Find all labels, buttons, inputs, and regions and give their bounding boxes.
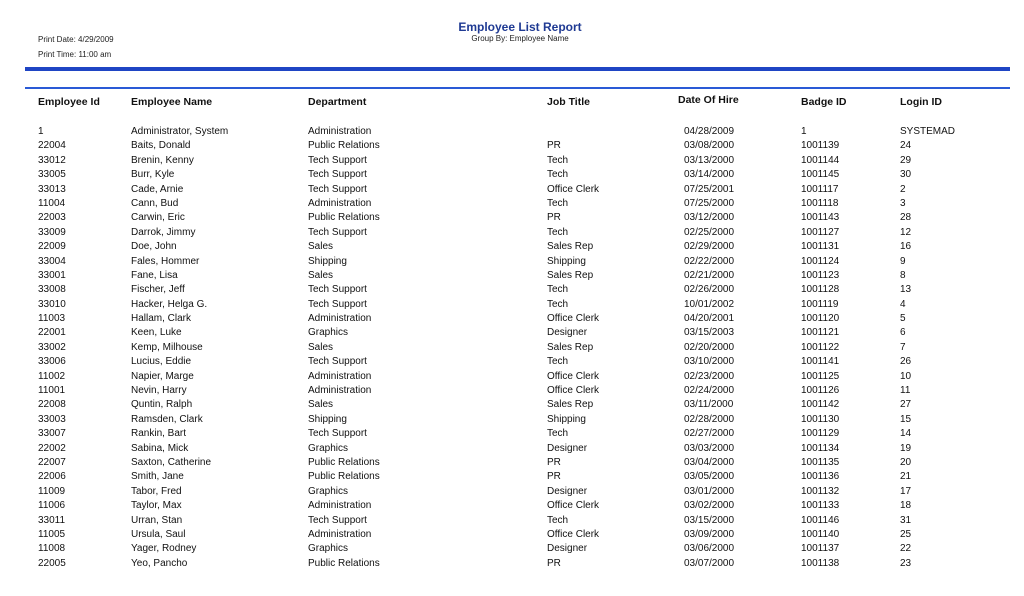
department-cell: Administration — [308, 313, 372, 325]
date-of-hire-cell: 03/04/2000 — [684, 456, 735, 468]
login-id-cell: 7 — [900, 341, 906, 353]
date-of-hire-cell: 03/06/2000 — [684, 543, 735, 555]
employee-name-cell: Fane, Lisa — [131, 269, 178, 281]
column-header-date-of-hire: Date Of Hire — [678, 94, 739, 106]
login-id-cell: 13 — [900, 284, 912, 296]
table-row — [0, 326, 1024, 340]
employee-name-cell: Urran, Stan — [131, 514, 183, 526]
table-row — [0, 398, 1024, 412]
job-title-cell: Office Clerk — [547, 385, 600, 397]
login-id-cell: 6 — [900, 327, 906, 339]
department-cell: Graphics — [308, 327, 349, 339]
employee-name-cell: Keen, Luke — [131, 327, 182, 339]
date-of-hire-cell: 02/27/2000 — [684, 428, 735, 440]
employee-name-cell: Carwin, Eric — [131, 212, 185, 224]
department-cell: Tech Support — [308, 284, 367, 296]
date-of-hire-cell: 02/21/2000 — [684, 269, 735, 281]
badge-id-cell: 1001128 — [801, 284, 840, 296]
job-title-cell: Sales Rep — [547, 269, 594, 281]
employee-id-cell: 33012 — [38, 154, 66, 166]
employee-id-cell: 11004 — [38, 197, 66, 209]
badge-id-cell: 1001120 — [801, 313, 840, 325]
print-date: Print Date: 4/29/2009 — [38, 35, 114, 44]
table-row — [0, 125, 1024, 139]
login-id-cell: 14 — [900, 428, 912, 440]
badge-id-cell: 1001140 — [801, 528, 840, 540]
employee-name-cell: Hallam, Clark — [131, 313, 192, 325]
job-title-cell: Tech — [547, 197, 569, 209]
employee-name-cell: Doe, John — [131, 241, 177, 253]
column-header-badge-id: Badge ID — [801, 96, 847, 108]
date-of-hire-cell: 03/11/2000 — [684, 399, 734, 411]
badge-id-cell: 1001141 — [801, 356, 840, 368]
employee-name-cell: Ramsden, Clark — [131, 413, 203, 425]
table-row — [0, 456, 1024, 470]
login-id-cell: 27 — [900, 399, 912, 411]
employee-name-cell: Quntin, Ralph — [131, 399, 193, 411]
table-row — [0, 139, 1024, 153]
table-row — [0, 154, 1024, 168]
table-row — [0, 341, 1024, 355]
date-of-hire-cell: 03/03/2000 — [684, 442, 735, 454]
date-of-hire-cell: 03/09/2000 — [684, 528, 735, 540]
date-of-hire-cell: 02/28/2000 — [684, 413, 735, 425]
employee-id-cell: 33003 — [38, 413, 66, 425]
employee-id-cell: 11009 — [38, 485, 66, 497]
job-title-cell: Office Clerk — [547, 183, 600, 195]
login-id-cell: 5 — [900, 313, 906, 325]
employee-name-cell: Rankin, Bart — [131, 428, 187, 440]
date-of-hire-cell: 04/28/2009 — [684, 126, 735, 137]
job-title-cell: Designer — [547, 543, 588, 555]
job-title-cell: Sales Rep — [547, 341, 594, 353]
login-id-cell: 30 — [900, 169, 912, 181]
badge-id-cell: 1001123 — [801, 269, 840, 281]
badge-id-cell: 1001129 — [801, 428, 840, 440]
employee-name-cell: Darrok, Jimmy — [131, 226, 196, 238]
employee-id-cell: 11002 — [38, 370, 66, 382]
job-title-cell: Tech — [547, 298, 569, 310]
employee-name-cell: Sabina, Mick — [131, 442, 189, 454]
department-cell: Tech Support — [308, 154, 367, 166]
table-row — [0, 211, 1024, 225]
login-id-cell: 22 — [900, 543, 912, 555]
employee-name-cell: Saxton, Catherine — [131, 456, 212, 468]
department-cell: Administration — [308, 197, 372, 209]
badge-id-cell: 1001146 — [801, 514, 840, 526]
employee-id-cell: 11003 — [38, 313, 66, 325]
login-id-cell: 25 — [900, 528, 912, 540]
login-id-cell: 8 — [900, 269, 906, 281]
job-title-cell: Designer — [547, 442, 588, 454]
employee-id-cell: 11008 — [38, 543, 66, 555]
employee-id-cell: 11006 — [38, 500, 66, 512]
department-cell: Public Relations — [308, 212, 380, 224]
date-of-hire-cell: 03/15/2003 — [684, 327, 735, 339]
department-cell: Tech Support — [308, 226, 367, 238]
job-title-cell: Office Clerk — [547, 370, 600, 382]
login-id-cell: 9 — [900, 255, 906, 267]
employee-name-cell: Taylor, Max — [131, 500, 182, 512]
date-of-hire-cell: 03/05/2000 — [684, 471, 735, 483]
department-cell: Sales — [308, 399, 334, 411]
date-of-hire-cell: 03/15/2000 — [684, 514, 735, 526]
table-row — [0, 168, 1024, 182]
table-row — [0, 557, 1024, 571]
department-cell: Administration — [308, 370, 372, 382]
column-header-login-id: Login ID — [900, 96, 942, 108]
employee-name-cell: Cade, Arnie — [131, 183, 184, 195]
badge-id-cell: 1001136 — [801, 471, 840, 483]
employee-id-cell: 22005 — [38, 557, 66, 569]
department-cell: Public Relations — [308, 557, 380, 569]
date-of-hire-cell: 03/14/2000 — [684, 169, 735, 181]
employee-id-cell: 33002 — [38, 341, 66, 353]
department-cell: Graphics — [308, 442, 349, 454]
employee-id-cell: 11001 — [38, 385, 66, 397]
department-cell: Tech Support — [308, 298, 367, 310]
employee-id-cell: 22007 — [38, 456, 66, 468]
report-title: Employee List Report — [458, 20, 582, 34]
table-row — [0, 298, 1024, 312]
department-cell: Tech Support — [308, 514, 367, 526]
badge-id-cell: 1 — [801, 126, 807, 137]
employee-name-cell: Burr, Kyle — [131, 169, 175, 181]
employee-id-cell: 33007 — [38, 428, 66, 440]
job-title-cell: Designer — [547, 327, 588, 339]
badge-id-cell: 1001137 — [801, 543, 840, 555]
login-id-cell: 26 — [900, 356, 912, 368]
badge-id-cell: 1001121 — [801, 327, 840, 339]
department-cell: Shipping — [308, 255, 347, 267]
employee-id-cell: 22009 — [38, 241, 66, 253]
employee-name-cell: Smith, Jane — [131, 471, 184, 483]
table-row — [0, 355, 1024, 369]
job-title-cell: Tech — [547, 514, 569, 526]
job-title-cell: PR — [547, 456, 561, 468]
badge-id-cell: 1001126 — [801, 385, 840, 397]
badge-id-cell: 1001142 — [801, 399, 840, 411]
job-title-cell: Shipping — [547, 255, 586, 267]
badge-id-cell: 1001135 — [801, 456, 840, 468]
department-cell: Public Relations — [308, 471, 380, 483]
date-of-hire-cell: 02/29/2000 — [684, 241, 735, 253]
login-id-cell: 29 — [900, 154, 912, 166]
job-title-cell: Tech — [547, 284, 569, 296]
job-title-cell: Office Clerk — [547, 313, 600, 325]
table-row — [0, 269, 1024, 283]
badge-id-cell: 1001124 — [801, 255, 840, 267]
employee-id-cell: 33010 — [38, 298, 66, 310]
login-id-cell: 31 — [900, 514, 912, 526]
employee-name-cell: Hacker, Helga G. — [131, 298, 208, 310]
date-of-hire-cell: 07/25/2000 — [684, 197, 735, 209]
login-id-cell: 15 — [900, 413, 912, 425]
header-divider-thin — [25, 87, 1010, 89]
employee-name-cell: Fales, Hommer — [131, 255, 200, 267]
department-cell: Sales — [308, 269, 334, 281]
table-row — [0, 442, 1024, 456]
department-cell: Administration — [308, 385, 372, 397]
job-title-cell: Office Clerk — [547, 528, 600, 540]
badge-id-cell: 1001119 — [801, 298, 839, 310]
department-cell: Administration — [308, 528, 372, 540]
login-id-cell: 20 — [900, 456, 912, 468]
job-title-cell: Office Clerk — [547, 500, 600, 512]
job-title-cell: Sales Rep — [547, 241, 594, 253]
badge-id-cell: 1001117 — [801, 183, 839, 195]
column-header-employee-name: Employee Name — [131, 96, 213, 108]
department-cell: Tech Support — [308, 428, 367, 440]
badge-id-cell: 1001118 — [801, 197, 839, 209]
employee-name-cell: Brenin, Kenny — [131, 154, 194, 166]
employee-id-cell: 33001 — [38, 269, 66, 281]
department-cell: Public Relations — [308, 456, 380, 468]
print-time: Print Time: 11:00 am — [38, 50, 112, 59]
header-divider-thick — [25, 67, 1010, 71]
job-title-cell: Tech — [547, 154, 569, 166]
date-of-hire-cell: 04/20/2001 — [684, 313, 735, 325]
employee-name-cell: Tabor, Fred — [131, 485, 182, 497]
table-row — [0, 283, 1024, 297]
login-id-cell: 12 — [900, 226, 912, 238]
employee-name-cell: Yeo, Pancho — [131, 557, 188, 569]
date-of-hire-cell: 02/24/2000 — [684, 385, 735, 397]
date-of-hire-cell: 02/25/2000 — [684, 226, 735, 238]
department-cell: Graphics — [308, 543, 349, 555]
table-row — [0, 197, 1024, 211]
report-subtitle: Group By: Employee Name — [471, 34, 569, 43]
login-id-cell: 16 — [900, 241, 912, 253]
date-of-hire-cell: 03/08/2000 — [684, 140, 735, 152]
login-id-cell: 19 — [900, 442, 912, 454]
login-id-cell: 4 — [900, 298, 906, 310]
date-of-hire-cell: 03/13/2000 — [684, 154, 735, 166]
employee-name-cell: Ursula, Saul — [131, 528, 186, 540]
employee-name-cell: Lucius, Eddie — [131, 356, 192, 368]
badge-id-cell: 1001145 — [801, 169, 840, 181]
job-title-cell: PR — [547, 471, 561, 483]
job-title-cell: Designer — [547, 485, 588, 497]
department-cell: Sales — [308, 241, 334, 253]
column-header-department: Department — [308, 96, 367, 108]
table-row — [0, 514, 1024, 528]
table-row — [0, 312, 1024, 326]
badge-id-cell: 1001134 — [801, 442, 840, 454]
employee-id-cell: 33011 — [38, 514, 66, 526]
employee-id-cell: 22002 — [38, 442, 66, 454]
job-title-cell: Tech — [547, 428, 569, 440]
employee-id-cell: 33008 — [38, 284, 66, 296]
employee-name-cell: Napier, Marge — [131, 370, 194, 382]
employee-name-cell: Cann, Bud — [131, 197, 179, 209]
employee-name-cell: Yager, Rodney — [131, 543, 197, 555]
employee-id-cell: 22003 — [38, 212, 66, 224]
badge-id-cell: 1001132 — [801, 485, 840, 497]
badge-id-cell: 1001138 — [801, 557, 840, 569]
badge-id-cell: 1001125 — [801, 370, 840, 382]
badge-id-cell: 1001122 — [801, 341, 840, 353]
table-row — [0, 427, 1024, 441]
login-id-cell: 24 — [900, 140, 912, 152]
table-row — [0, 255, 1024, 269]
login-id-cell: 21 — [900, 471, 912, 483]
login-id-cell: 18 — [900, 500, 912, 512]
department-cell: Administration — [308, 500, 372, 512]
job-title-cell: Sales Rep — [547, 399, 594, 411]
date-of-hire-cell: 02/23/2000 — [684, 370, 735, 382]
table-row — [0, 413, 1024, 427]
date-of-hire-cell: 03/02/2000 — [684, 500, 735, 512]
date-of-hire-cell: 02/20/2000 — [684, 341, 735, 353]
department-cell: Tech Support — [308, 356, 367, 368]
employee-table-body — [0, 125, 1024, 571]
date-of-hire-cell: 10/01/2002 — [684, 298, 735, 310]
employee-id-cell: 33004 — [38, 255, 66, 267]
employee-id-cell: 22006 — [38, 471, 66, 483]
employee-id-cell: 11005 — [38, 528, 66, 540]
department-cell: Shipping — [308, 413, 347, 425]
job-title-cell: Tech — [547, 226, 569, 238]
job-title-cell: Tech — [547, 356, 569, 368]
login-id-cell: 3 — [900, 197, 906, 209]
department-cell: Sales — [308, 341, 334, 353]
badge-id-cell: 1001133 — [801, 500, 840, 512]
date-of-hire-cell: 03/07/2000 — [684, 557, 735, 569]
login-id-cell: 17 — [900, 485, 912, 497]
date-of-hire-cell: 03/01/2000 — [684, 485, 735, 497]
employee-name-cell: Fischer, Jeff — [131, 284, 185, 296]
table-row — [0, 183, 1024, 197]
department-cell: Administration — [308, 126, 372, 137]
date-of-hire-cell: 03/10/2000 — [684, 356, 735, 368]
table-row — [0, 384, 1024, 398]
login-id-cell: 11 — [900, 385, 911, 397]
job-title-cell: Tech — [547, 169, 569, 181]
employee-id-cell: 33009 — [38, 226, 66, 238]
employee-id-cell: 22008 — [38, 399, 66, 411]
date-of-hire-cell: 07/25/2001 — [684, 183, 735, 195]
date-of-hire-cell: 03/12/2000 — [684, 212, 735, 224]
date-of-hire-cell: 02/22/2000 — [684, 255, 735, 267]
table-row — [0, 226, 1024, 240]
job-title-cell: PR — [547, 557, 561, 569]
badge-id-cell: 1001131 — [801, 241, 840, 253]
job-title-cell: PR — [547, 140, 561, 152]
login-id-cell: 2 — [900, 183, 906, 195]
employee-id-cell: 33006 — [38, 356, 66, 368]
employee-name-cell: Administrator, System — [131, 126, 229, 137]
employee-id-cell: 22004 — [38, 140, 66, 152]
employee-id-cell: 1 — [38, 126, 44, 137]
table-row — [0, 542, 1024, 556]
table-row — [0, 528, 1024, 542]
employee-name-cell: Baits, Donald — [131, 140, 191, 152]
table-row — [0, 499, 1024, 513]
column-header-job-title: Job Title — [547, 96, 590, 108]
employee-name-cell: Kemp, Milhouse — [131, 341, 203, 353]
login-id-cell: SYSTEMAD — [900, 126, 956, 137]
badge-id-cell: 1001130 — [801, 413, 840, 425]
department-cell: Graphics — [308, 485, 349, 497]
job-title-cell: PR — [547, 212, 561, 224]
table-row — [0, 370, 1024, 384]
date-of-hire-cell: 02/26/2000 — [684, 284, 735, 296]
employee-id-cell: 33005 — [38, 169, 66, 181]
badge-id-cell: 1001143 — [801, 212, 840, 224]
login-id-cell: 28 — [900, 212, 912, 224]
employee-name-cell: Nevin, Harry — [131, 385, 187, 397]
login-id-cell: 23 — [900, 557, 912, 569]
table-row — [0, 485, 1024, 499]
job-title-cell: Shipping — [547, 413, 586, 425]
department-cell: Tech Support — [308, 169, 367, 181]
department-cell: Public Relations — [308, 140, 380, 152]
table-row — [0, 240, 1024, 254]
badge-id-cell: 1001139 — [801, 140, 840, 152]
employee-id-cell: 22001 — [38, 327, 66, 339]
employee-id-cell: 33013 — [38, 183, 66, 195]
badge-id-cell: 1001127 — [801, 226, 840, 238]
column-header-employee-id: Employee Id — [38, 96, 100, 108]
login-id-cell: 10 — [900, 370, 912, 382]
table-row — [0, 470, 1024, 484]
badge-id-cell: 1001144 — [801, 154, 840, 166]
department-cell: Tech Support — [308, 183, 367, 195]
